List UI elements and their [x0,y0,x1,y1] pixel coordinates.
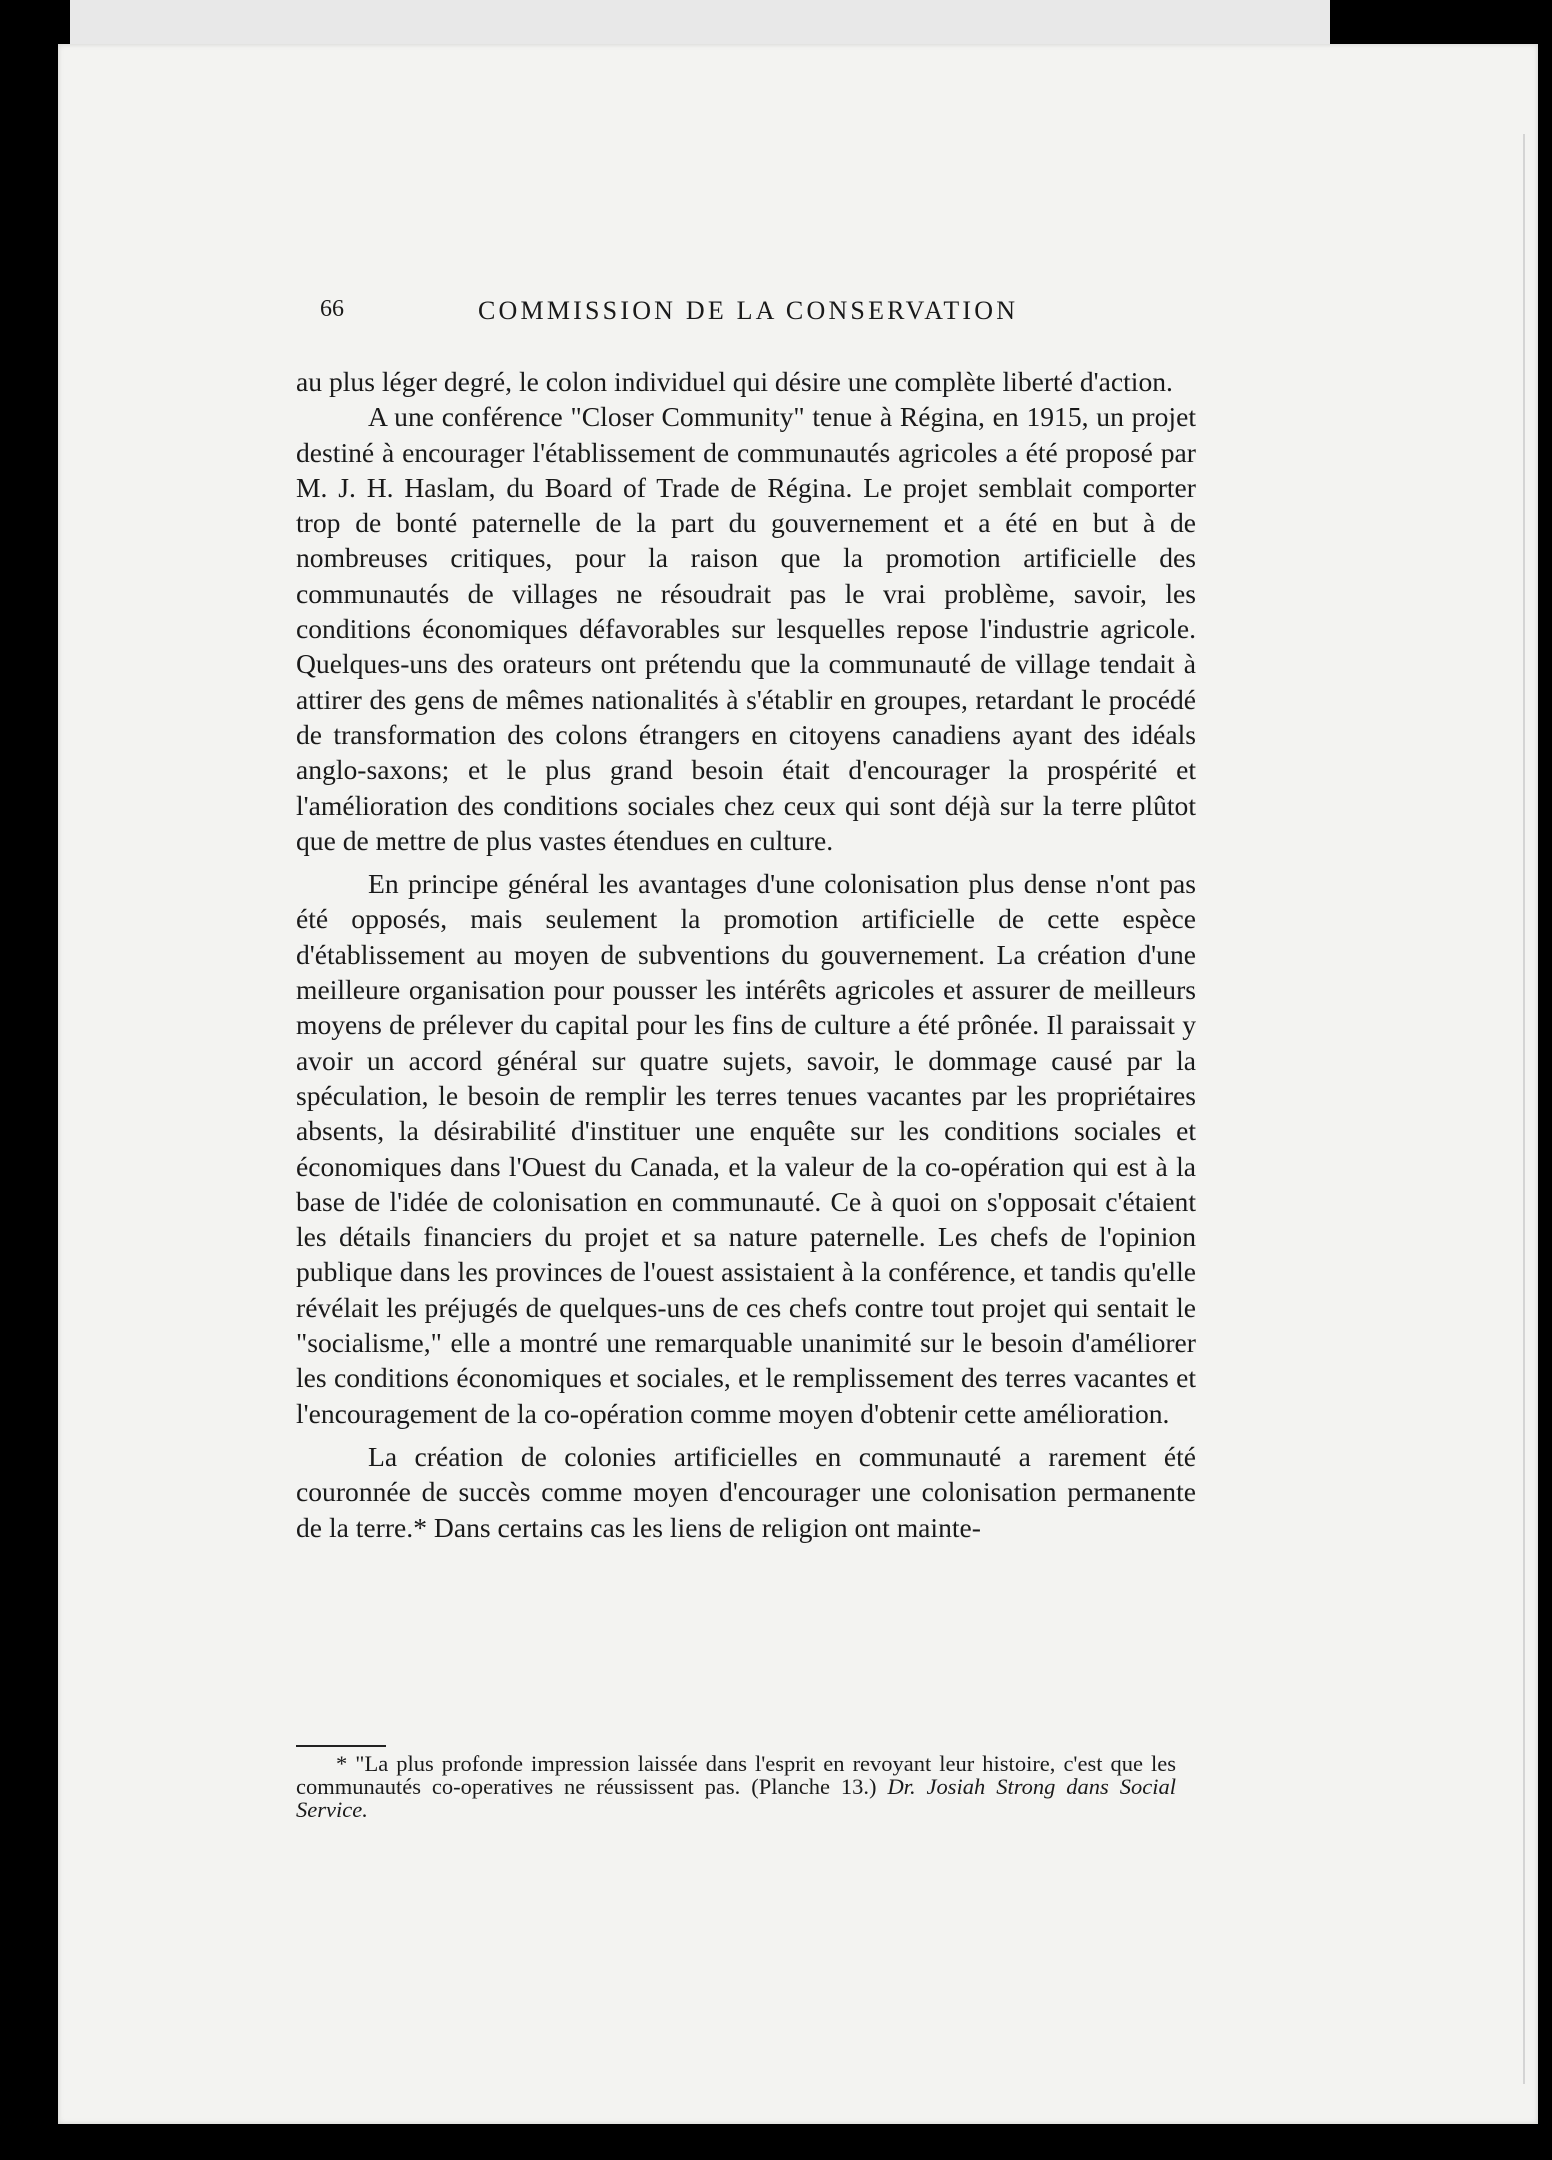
paragraph-continuation: au plus léger degré, le colon individuel qui désire une complète liberté d'action. [296,366,1173,397]
footnote-attribution: Dr. Josiah Strong dans Social Service. [296,1774,1176,1822]
footnote [296,1752,1176,1821]
footnote-text: * "La plus profonde impression laissée dans l'esprit en revoyant leur histoire, c'est que les communautés co-operatives ne réussissent pas. (Planche 13.) [296,1751,1176,1799]
paragraph-conference: A une conférence "Closer Community" tenue à Régina, en 1915, un projet destiné à encourager l'établissement de communautés agricoles a été proposé par M. J. H. Haslam, du Board of Trade de Régina. Le projet semblait comporter trop de bonté paternelle de la part du gouvernement et a été en but à de nombreuses critiques, pour la raison que la promotion artificielle des communautés de villages ne résoudrait pas le vrai problème, savoir, les conditions économiques défavorables sur lesquelles repose l'industrie agricole. Quelques-uns des orateurs ont prétendu que la communauté de village tendait à attirer des gens de mêmes nationalités à s'établir en groupes, retardant le procédé de transformation des colons étrangers en citoyens canadiens ayant des idéals anglo-saxons; et le plus grand besoin était d'encourager la prospérité et l'amélioration des conditions sociales chez ceux qui sont déjà sur la terre plûtot que de mettre de plus vastes étendues en culture. [296,401,1196,856]
facing-page-edge [1523,134,1525,2084]
paragraph-general-principle: En principe général les avantages d'une colonisation plus dense n'ont pas été opposés, mais seulement la promotion artificielle de cette espèce d'établissement au moyen de subventions du gouvernement. La création d'une meilleure organisation pour pousser les intérêts agricoles et assurer de meilleurs moyens de prélever du capital pour les fins de culture a été prônée. Il paraissait y avoir un accord général sur quatre sujets, savoir, le dommage causé par la spéculation, le besoin de remplir les terres tenues vacantes par les propriétaires absents, la désirabilité d'instituer une enquête sur les conditions sociales et économiques dans l'Ouest du Canada, et la valeur de la co-opération qui est à la base de l'idée de colonisation en communauté. Ce à quoi on s'opposait c'étaient les détails financiers du projet et sa nature paternelle. Les chefs de l'opinion publique dans les provinces de l'ouest assistaient à la conférence, et tandis qu'elle révélait les préjugés de quelques-uns de ces chefs contre tout projet qui sentait le "socialisme," elle a montré une remarquable unanimité sur le besoin d'améliorer les conditions économiques et sociales, et le remplissement des terres vacantes et l'encouragement de la co-opération comme moyen d'obtenir cette amélioration. [296,868,1196,1429]
footnote-rule [296,1745,386,1747]
page-number: 66 [320,296,344,322]
running-header [320,296,1200,336]
running-title: COMMISSION DE LA CONSERVATION [478,296,1019,325]
body-text [296,364,1196,1545]
paragraph-artificial-colonies: La création de colonies artificielles en communauté a rarement été couronnée de succès comme moyen d'encourager une colonisation permanente de la terre.* Dans certains cas les liens de religion ont mainte- [296,1440,1196,1543]
